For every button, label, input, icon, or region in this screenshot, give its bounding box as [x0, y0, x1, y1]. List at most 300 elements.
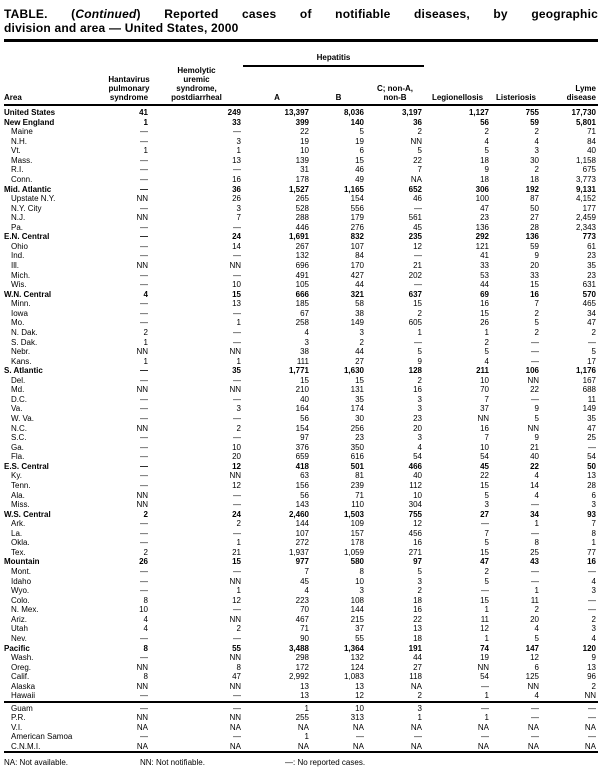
value-cell: 5 — [534, 633, 539, 643]
value-cell: 63 — [300, 471, 309, 481]
value-cell: 22 — [300, 127, 309, 137]
value-cell: 6 — [591, 490, 596, 500]
value-cell: 13 — [232, 155, 241, 165]
value-cell: 7 — [484, 433, 489, 443]
value-cell: 70 — [300, 605, 309, 615]
value-cell: 8 — [591, 528, 596, 538]
table-row — [4, 519, 598, 529]
value-cell: 35 — [587, 261, 596, 270]
value-cell: 25 — [530, 547, 539, 557]
col-header-hepatitis-a — [243, 66, 311, 105]
value-cell: — — [233, 633, 241, 643]
value-cell: NN — [229, 576, 241, 586]
value-cell: 1 — [236, 586, 241, 596]
value-cell: 11 — [530, 595, 539, 605]
value-cell: 1,083 — [343, 672, 364, 682]
area-cell: Vt. — [11, 146, 21, 156]
value-cell: 33 — [480, 261, 489, 270]
value-cell: 3 — [236, 136, 241, 146]
value-cell: 8 — [236, 662, 241, 672]
value-cell: 154 — [295, 423, 309, 433]
value-cell: 27 — [530, 213, 539, 223]
diseases-table — [4, 42, 598, 753]
value-cell: 38 — [355, 308, 364, 318]
value-cell: — — [588, 595, 596, 605]
value-cell: 8,036 — [343, 108, 364, 117]
table-row — [4, 672, 598, 682]
value-cell: 7 — [534, 299, 539, 309]
value-cell: 120 — [582, 643, 596, 653]
value-cell: — — [233, 605, 241, 615]
value-cell: — — [140, 528, 148, 538]
table-row — [4, 732, 598, 741]
value-cell: 12 — [530, 653, 539, 663]
value-cell: 2,459 — [575, 213, 596, 223]
value-cell: 45 — [480, 461, 489, 471]
value-cell: 13 — [300, 681, 309, 691]
value-cell: 6 — [534, 662, 539, 672]
value-cell: 1 — [534, 586, 539, 596]
area-cell: N. Dak. — [11, 327, 38, 337]
area-cell: D.C. — [11, 394, 27, 404]
value-cell: — — [140, 567, 148, 576]
value-cell: 666 — [295, 289, 309, 299]
value-cell: 1,364 — [343, 643, 364, 653]
value-cell: 22 — [480, 471, 489, 481]
value-cell: 376 — [295, 442, 309, 452]
table-row — [4, 567, 598, 577]
value-cell: — — [531, 337, 539, 347]
value-cell: 556 — [350, 203, 364, 213]
value-cell: NN — [136, 713, 148, 723]
col-header-line: Hemolytic — [177, 66, 216, 75]
value-cell: 12 — [232, 595, 241, 605]
value-cell: 46 — [413, 194, 422, 204]
value-cell: 8 — [143, 595, 148, 605]
value-cell: 313 — [350, 713, 364, 723]
value-cell: 54 — [587, 452, 596, 462]
col-header-legionellosis — [424, 66, 491, 105]
value-cell: 69 — [480, 289, 489, 299]
value-cell: — — [140, 375, 148, 385]
value-cell: 107 — [295, 528, 309, 538]
value-cell: — — [140, 241, 148, 251]
value-cell: 12 — [232, 461, 241, 471]
footnote-na: NA: Not available. — [4, 757, 69, 767]
value-cell: NA — [352, 741, 364, 751]
value-cell: 5 — [534, 414, 539, 423]
value-cell: — — [233, 251, 241, 261]
value-cell: 1 — [484, 633, 489, 643]
value-cell: 21 — [413, 261, 422, 270]
value-cell: 23 — [587, 251, 596, 261]
value-cell: NN — [136, 662, 148, 672]
value-cell: 3,773 — [575, 174, 596, 184]
table-row — [4, 242, 598, 252]
value-cell: — — [140, 366, 148, 376]
value-cell: 77 — [587, 547, 596, 557]
value-cell: 18 — [480, 174, 489, 184]
value-cell: 1 — [484, 327, 489, 337]
value-cell: 112 — [409, 480, 422, 490]
value-cell: 27 — [355, 356, 364, 366]
value-cell: 3,197 — [401, 108, 422, 117]
area-cell: Conn. — [11, 174, 33, 184]
area-cell: S. Dak. — [11, 337, 38, 347]
value-cell: 13 — [232, 299, 241, 309]
value-cell: 304 — [408, 500, 422, 510]
value-cell: — — [140, 155, 148, 165]
table-row — [4, 723, 598, 732]
value-cell: — — [481, 703, 489, 713]
value-cell: 28 — [530, 222, 539, 232]
value-cell: 292 — [475, 232, 489, 242]
value-cell: 13 — [413, 624, 422, 634]
value-cell: 350 — [350, 442, 364, 452]
value-cell: 44 — [355, 280, 364, 290]
value-cell: 50 — [530, 203, 539, 213]
area-cell: Mont. — [11, 567, 32, 576]
value-cell: 616 — [350, 452, 364, 462]
value-cell: — — [531, 500, 539, 510]
value-cell: 637 — [408, 289, 422, 299]
value-cell: 24 — [232, 509, 241, 519]
value-cell: 31 — [300, 165, 309, 175]
value-cell: 20 — [232, 452, 241, 462]
value-cell: 93 — [587, 509, 596, 519]
value-cell: — — [140, 165, 148, 175]
table-row — [4, 357, 598, 367]
value-cell: 15 — [232, 289, 241, 299]
table-row — [4, 395, 598, 405]
value-cell: 211 — [476, 366, 489, 376]
table-row — [4, 118, 598, 128]
value-cell: — — [233, 327, 241, 337]
value-cell: 202 — [408, 270, 422, 280]
value-cell: 47 — [480, 557, 489, 567]
value-cell: 109 — [350, 519, 364, 529]
value-cell: 132 — [295, 251, 309, 261]
value-cell: — — [531, 394, 539, 404]
value-cell: 97 — [300, 433, 309, 443]
value-cell: 755 — [525, 108, 539, 117]
value-cell: 45 — [300, 576, 309, 586]
value-cell: — — [140, 433, 148, 443]
value-cell: NN — [136, 681, 148, 691]
value-cell: 28 — [587, 480, 596, 490]
value-cell: NN — [527, 375, 539, 385]
value-cell: 13 — [300, 691, 309, 701]
territories-tbody — [4, 702, 598, 752]
value-cell: 43 — [530, 557, 539, 567]
value-cell: 239 — [350, 480, 364, 490]
value-cell: 2 — [236, 624, 241, 634]
value-cell: — — [233, 127, 241, 137]
value-cell: NA — [410, 681, 422, 691]
value-cell: 37 — [480, 404, 489, 414]
table-row — [4, 194, 598, 204]
value-cell: 140 — [350, 117, 364, 127]
table-row — [4, 548, 598, 558]
table-row — [4, 682, 598, 692]
value-cell: NA — [527, 722, 539, 732]
col-header-lyme-disease — [541, 66, 598, 105]
value-cell: NN — [229, 713, 241, 723]
value-cell: 35 — [355, 394, 364, 404]
area-cell: Minn. — [11, 299, 31, 309]
spanner-spacer-left — [4, 42, 243, 66]
value-cell: 235 — [408, 232, 422, 242]
value-cell: 4 — [534, 691, 539, 701]
area-cell: Idaho — [11, 576, 32, 586]
value-cell: 659 — [295, 452, 309, 462]
value-cell: 3 — [236, 203, 241, 213]
value-cell: 41 — [480, 251, 489, 261]
value-cell: 2 — [534, 308, 539, 318]
value-cell: 2 — [534, 127, 539, 137]
value-cell: — — [140, 136, 148, 146]
value-cell: 40 — [413, 471, 422, 481]
value-cell: 5 — [484, 146, 489, 156]
value-cell: 1 — [236, 146, 241, 156]
area-cell: E.S. Central — [4, 461, 49, 471]
value-cell: 154 — [350, 194, 364, 204]
value-cell: 4 — [591, 576, 596, 586]
area-cell: Ind. — [11, 251, 25, 261]
area-cell: Miss. — [11, 500, 30, 510]
value-cell: 107 — [350, 241, 364, 251]
value-cell: — — [588, 567, 596, 576]
area-cell: Colo. — [11, 595, 30, 605]
area-cell: Md. — [11, 385, 25, 395]
value-cell: — — [140, 174, 148, 184]
value-cell: 81 — [355, 471, 364, 481]
value-cell: 3 — [359, 327, 364, 337]
value-cell: 5 — [359, 127, 364, 137]
value-cell: NN — [527, 423, 539, 433]
value-cell: — — [140, 633, 148, 643]
value-cell: 3 — [417, 433, 422, 443]
value-cell: NN — [584, 691, 596, 701]
value-cell: 1 — [304, 703, 309, 713]
value-cell: 1,176 — [575, 366, 596, 376]
value-cell: 4 — [534, 624, 539, 634]
value-cell: 6 — [359, 146, 364, 156]
value-cell: 16 — [413, 605, 422, 615]
value-cell: 84 — [587, 136, 596, 146]
value-cell: 5 — [417, 347, 422, 357]
value-cell: NN — [527, 681, 539, 691]
value-cell: NN — [136, 347, 148, 357]
value-cell: — — [481, 732, 489, 742]
title-line-2: division and area — United States, 2000 — [4, 21, 239, 35]
table-row — [4, 634, 598, 644]
value-cell: 97 — [413, 557, 422, 567]
col-header-line: A — [274, 93, 280, 102]
value-cell: NA — [410, 174, 422, 184]
value-cell: — — [140, 538, 148, 548]
area-cell: W.N. Central — [4, 289, 52, 299]
value-cell: 34 — [530, 509, 539, 519]
value-cell: 9 — [534, 251, 539, 261]
value-cell: 1 — [417, 327, 422, 337]
value-cell: — — [140, 732, 148, 742]
value-cell: 2 — [417, 127, 422, 137]
value-cell: 652 — [408, 184, 422, 194]
value-cell: 2 — [236, 423, 241, 433]
value-cell: 13 — [355, 681, 364, 691]
value-cell: 149 — [582, 404, 596, 414]
table-row — [4, 529, 598, 539]
value-cell: 15 — [530, 280, 539, 290]
area-cell: United States — [4, 108, 56, 117]
value-cell: 2 — [591, 327, 596, 337]
value-cell: 132 — [350, 653, 364, 663]
value-cell: 47 — [480, 203, 489, 213]
value-cell: 528 — [295, 203, 309, 213]
table-row — [4, 261, 598, 271]
value-cell: 19 — [300, 136, 309, 146]
value-cell: NA — [297, 722, 309, 732]
table-row — [4, 165, 598, 175]
value-cell: 1 — [484, 605, 489, 615]
table-row — [4, 251, 598, 261]
table-row — [4, 146, 598, 156]
value-cell: — — [140, 653, 148, 663]
value-cell: 185 — [295, 299, 309, 309]
value-cell: 54 — [480, 452, 489, 462]
area-cell: Fla. — [11, 452, 25, 462]
value-cell: 832 — [350, 232, 364, 242]
value-cell: 53 — [480, 270, 489, 280]
value-cell: 108 — [350, 595, 364, 605]
value-cell: 10 — [232, 280, 241, 290]
value-cell: 8 — [143, 643, 148, 653]
area-cell: Tex. — [11, 547, 26, 557]
value-cell: 1,937 — [288, 547, 309, 557]
page-title — [4, 7, 598, 35]
value-cell: — — [233, 490, 241, 500]
value-cell: — — [588, 703, 596, 713]
value-cell: — — [140, 576, 148, 586]
value-cell: 215 — [350, 614, 364, 624]
col-header-line: Legionellosis — [431, 93, 484, 102]
table-row — [4, 271, 598, 281]
area-cell: E.N. Central — [4, 232, 50, 242]
area-cell: Guam — [11, 703, 33, 713]
table-row — [4, 491, 598, 501]
value-cell: NA — [477, 741, 489, 751]
value-cell: 105 — [295, 280, 309, 290]
value-cell: 5 — [417, 146, 422, 156]
value-cell: 5 — [484, 347, 489, 357]
value-cell: NN — [136, 261, 148, 270]
area-cell: Ga. — [11, 442, 24, 452]
value-cell: 2,460 — [288, 509, 309, 519]
area-cell: Mass. — [11, 155, 33, 165]
value-cell: 87 — [530, 194, 539, 204]
spanner-spacer-right — [424, 42, 598, 66]
value-cell: 2 — [534, 327, 539, 337]
value-cell: 10 — [413, 490, 422, 500]
value-cell: 37 — [355, 624, 364, 634]
value-cell: NN — [229, 681, 241, 691]
value-cell: — — [140, 251, 148, 261]
value-cell: 321 — [350, 289, 364, 299]
value-cell: 100 — [475, 194, 489, 204]
value-cell: 3,488 — [288, 643, 309, 653]
value-cell: — — [233, 528, 241, 538]
value-cell: 5 — [534, 318, 539, 328]
value-cell: 11 — [587, 394, 596, 404]
value-cell: 21 — [530, 442, 539, 452]
value-cell: — — [140, 280, 148, 290]
area-cell: Mich. — [11, 270, 31, 280]
value-cell: 10 — [480, 442, 489, 452]
value-cell: NN — [410, 136, 422, 146]
value-cell: — — [531, 713, 539, 723]
value-cell: 10 — [355, 576, 364, 586]
value-cell: 631 — [582, 280, 596, 290]
value-cell: — — [414, 203, 422, 213]
value-cell: 491 — [295, 270, 309, 280]
value-cell: — — [140, 452, 148, 462]
value-cell: 23 — [413, 414, 422, 423]
value-cell: 755 — [408, 509, 422, 519]
area-cell: Okla. — [11, 538, 30, 548]
value-cell: 18 — [530, 174, 539, 184]
value-cell: 688 — [582, 385, 596, 395]
value-cell: 22 — [530, 461, 539, 471]
value-cell: 276 — [350, 222, 364, 232]
value-cell: 10 — [480, 375, 489, 385]
value-cell: 14 — [530, 480, 539, 490]
table-row — [4, 404, 598, 414]
value-cell: — — [140, 232, 148, 242]
value-cell: — — [233, 414, 241, 423]
value-cell: 74 — [480, 643, 489, 653]
value-cell: — — [140, 203, 148, 213]
value-cell: — — [531, 347, 539, 357]
value-cell: NN — [136, 423, 148, 433]
area-cell: Mountain — [4, 557, 40, 567]
value-cell: 418 — [295, 461, 309, 471]
col-header-hemolytic-uremic-syndrome-postdiarrheal — [150, 66, 243, 105]
value-cell: 2 — [417, 375, 422, 385]
value-cell: 71 — [587, 127, 596, 137]
value-cell: — — [233, 691, 241, 701]
table-row — [4, 223, 598, 233]
area-cell: W.S. Central — [4, 509, 51, 519]
value-cell: 288 — [295, 213, 309, 223]
value-cell: 4 — [534, 471, 539, 481]
value-cell: — — [233, 433, 241, 443]
value-cell: 3 — [591, 586, 596, 596]
area-cell: Ill. — [11, 261, 19, 270]
value-cell: — — [531, 732, 539, 742]
value-cell: 1 — [304, 732, 309, 742]
value-cell: 26 — [232, 194, 241, 204]
value-cell: 54 — [413, 452, 422, 462]
col-header-hepatitis-b — [311, 66, 366, 105]
value-cell: 143 — [295, 500, 309, 510]
value-cell: 7 — [236, 213, 241, 223]
footnote-dash: —: No reported cases. — [285, 757, 366, 767]
value-cell: 125 — [525, 672, 539, 682]
table-row — [4, 137, 598, 147]
value-cell: — — [140, 184, 148, 194]
value-cell: 33 — [232, 117, 241, 127]
